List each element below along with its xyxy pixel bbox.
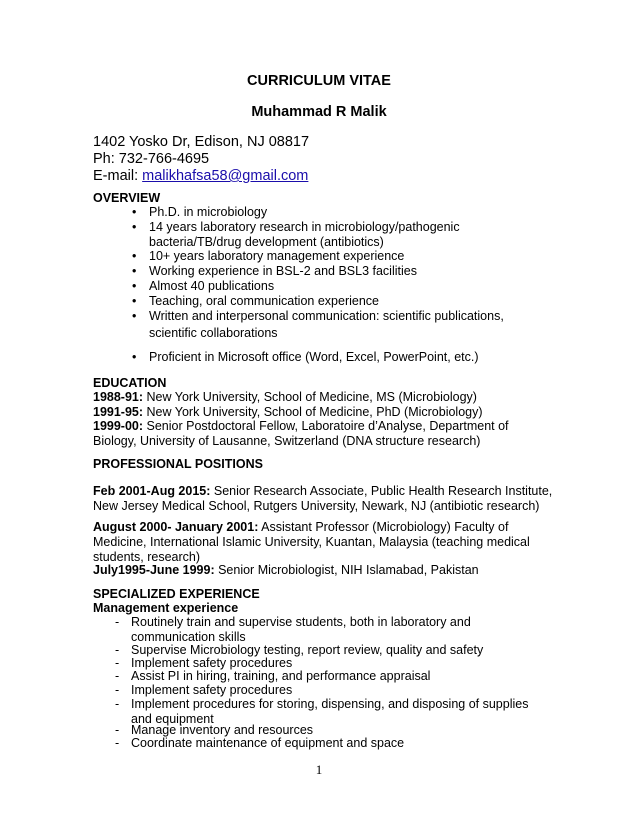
- specialized-heading: SPECIALIZED EXPERIENCE: [93, 587, 260, 601]
- dash-icon: -: [115, 736, 120, 750]
- document-title: CURRICULUM VITAE: [247, 73, 391, 89]
- dash-icon: -: [115, 643, 120, 657]
- overview-item: • Ph.D. in microbiology: [132, 205, 268, 219]
- management-subheading: Management experience: [93, 601, 239, 615]
- management-item: - Coordinate maintenance of equipment and space: [115, 736, 405, 750]
- overview-heading: OVERVIEW: [93, 191, 161, 205]
- dash-icon: -: [115, 656, 120, 670]
- management-item: - Implement procedures for storing, dispensing, and disposing of supplies and equipment: [115, 697, 529, 726]
- management-item: - Manage inventory and resources: [115, 723, 314, 737]
- overview-item: • Proficient in Microsoft office (Word, Excel, PowerPoint, etc.): [132, 350, 479, 364]
- dash-icon: -: [115, 683, 120, 697]
- bullet-icon: •: [132, 249, 137, 263]
- management-item: - Assist PI in hiring, training, and performance appraisal: [115, 669, 431, 683]
- bullet-icon: •: [132, 205, 137, 219]
- education-entry: 1991-95: New York University, School of Medicine, PhD (Microbiology): [93, 405, 483, 419]
- management-item: - Implement safety procedures: [115, 683, 293, 697]
- bullet-icon: •: [132, 264, 137, 278]
- education-heading: EDUCATION: [93, 376, 167, 390]
- position-entry: July1995-June 1999: Senior Microbiologist, NIH Islamabad, Pakistan: [93, 563, 479, 577]
- bullet-icon: •: [132, 220, 137, 234]
- overview-item: • Written and interpersonal communication: scientific publications, scientific collaborations: [132, 309, 504, 340]
- dash-icon: -: [115, 697, 120, 711]
- email-label: E-mail:: [93, 168, 139, 184]
- education-entry: 1999-00: Senior Postdoctoral Fellow, Laboratoire d’Analyse, Department of Biology, University of Lausanne, Switzerland (DNA structure research): [93, 419, 509, 448]
- email-link[interactable]: malikhafsa58@gmail.com: [142, 168, 309, 184]
- overview-item: • 10+ years laboratory management experience: [132, 249, 405, 263]
- positions-heading: PROFESSIONAL POSITIONS: [93, 457, 263, 471]
- overview-item: • Almost 40 publications: [132, 279, 275, 293]
- contact-phone: Ph: 732-766-4695: [93, 151, 210, 167]
- management-item: - Implement safety procedures: [115, 656, 293, 670]
- dash-icon: -: [115, 615, 120, 629]
- contact-email-line: [93, 168, 308, 185]
- contact-address: 1402 Yosko Dr, Edison, NJ 08817: [93, 134, 310, 150]
- overview-item: • Working experience in BSL-2 and BSL3 facilities: [132, 264, 417, 278]
- management-item: - Routinely train and supervise students, both in laboratory and communication skills: [115, 615, 471, 644]
- page-number: 1: [315, 762, 323, 777]
- management-item: - Supervise Microbiology testing, report review, quality and safety: [115, 643, 484, 657]
- person-name: Muhammad R Malik: [251, 104, 387, 120]
- education-entry: 1988-91: New York University, School of Medicine, MS (Microbiology): [93, 390, 477, 404]
- bullet-icon: •: [132, 294, 137, 308]
- overview-item: • 14 years laboratory research in microbiology/pathogenic bacteria/TB/drug development (antibiotics): [132, 220, 460, 249]
- bullet-icon: •: [132, 279, 137, 293]
- position-entry: August 2000- January 2001: Assistant Professor (Microbiology) Faculty of Medicine, International Islamic University, Kuantan, Malaysia (teaching medical students, research): [93, 520, 530, 564]
- bullet-icon: •: [132, 350, 137, 364]
- position-entry: Feb 2001-Aug 2015: Senior Research Associate, Public Health Research Institute, New Jersey Medical School, Rutgers University, Newark, NJ (antibiotic research): [93, 484, 553, 513]
- dash-icon: -: [115, 723, 120, 737]
- dash-icon: -: [115, 669, 120, 683]
- overview-item: • Teaching, oral communication experience: [132, 294, 379, 308]
- bullet-icon: •: [132, 309, 137, 323]
